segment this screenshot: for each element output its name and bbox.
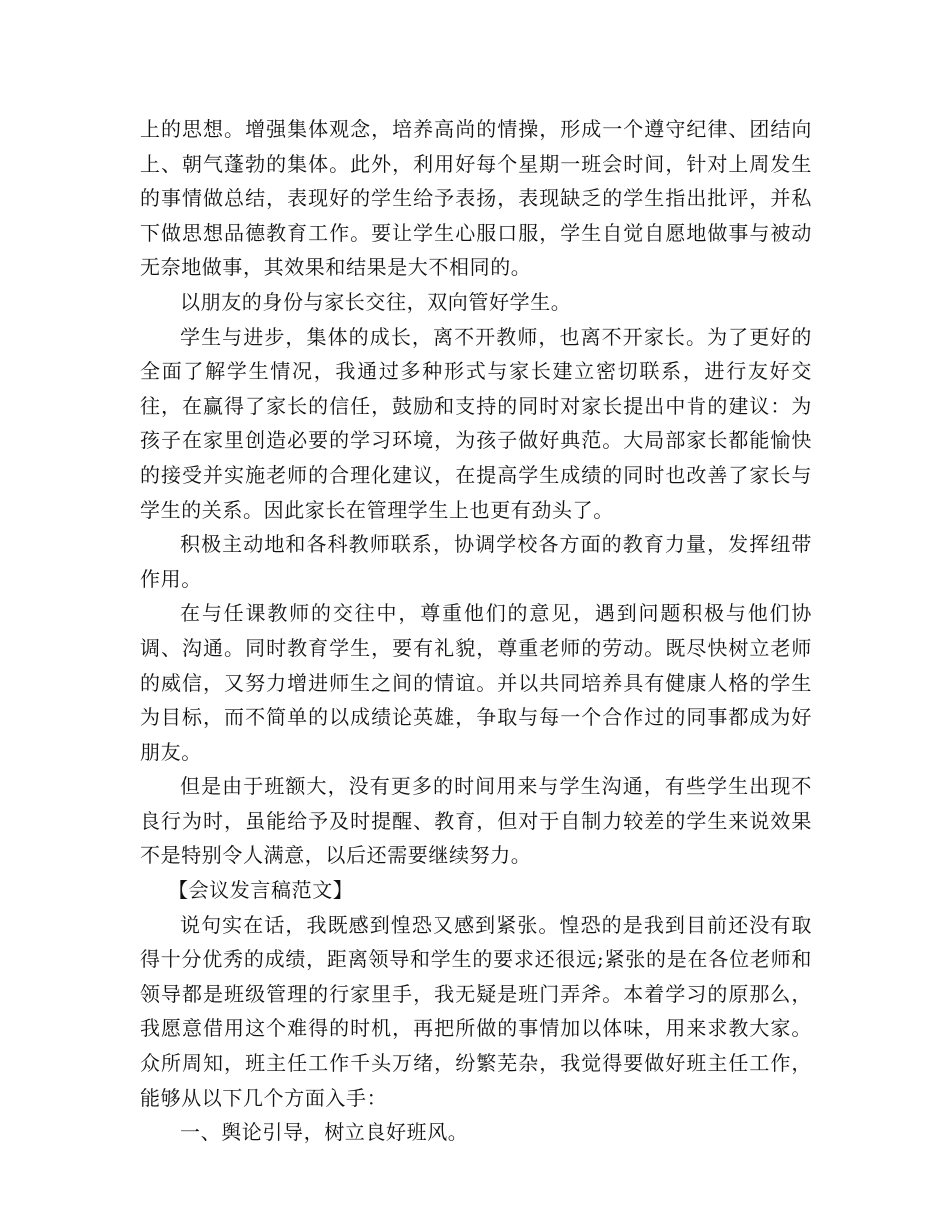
paragraph-point-one: 一、舆论引导，树立良好班风。 [180, 1120, 469, 1145]
paragraph-shortcomings: 但是由于班额大，没有更多的时间用来与学生沟通，有些学生出现不良行为时，虽能给予及时提醒、教育，但对于自制力较差的学生来说效果不是特别令人满意，以后还需要继续努力。 [140, 774, 812, 868]
paragraph-section-parents: 以朋友的身份与家长交往，双向管好学生。 [180, 289, 572, 314]
paragraph-teachers-detail: 在与任课教师的交往中，尊重他们的意见，遇到问题积极与他们协调、沟通。同时教育学生，要有礼貌，尊重老师的劳动。既尽快树立老师的威信，又努力增进师生之间的情谊。并以共同培养具有健康人格的学生为目标，而不简单的以成绩论英雄，争取与每一个合作过的同事都成为好朋友。 [140, 601, 812, 764]
section-heading: 【会议发言稿范文】 [168, 878, 354, 903]
document-body [140, 112, 812, 1150]
paragraph-section-teachers: 积极主动地和各科教师联系，协调学校各方面的教育力量，发挥纽带作用。 [140, 532, 812, 591]
paragraph-speech-intro: 说句实在话，我既感到惶恐又感到紧张。惶恐的是我到目前还没有取得十分优秀的成绩，距离领导和学生的要求还很远;紧张的是在各位老师和领导都是班级管理的行家里手，我无疑是班门弄斧。本着学习的原那么，我愿意借用这个难得的时机，再把所做的事情加以体味，用来求教大家。众所周知，班主任工作千头万绪，纷繁芜杂，我觉得要做好班主任工作，能够从以下几个方面入手： [140, 912, 812, 1110]
paragraph-parents-detail: 学生与进步，集体的成长，离不开教师，也离不开家长。为了更好的全面了解学生情况，我通过多种形式与家长建立密切联系，进行友好交往，在赢得了家长的信任，鼓励和支持的同时对家长提出中肯的建议：为孩子在家里创造必要的学习环境，为孩子做好典范。大局部家长都能愉快的接受并实施老师的合理化建议，在提高学生成绩的同时也改善了家长与学生的关系。因此家长在管理学生上也更有劲头了。 [140, 324, 812, 522]
paragraph-continuation: 上的思想。增强集体观念，培养高尚的情操，形成一个遵守纪律、团结向上、朝气蓬勃的集体。此外，利用好每个星期一班会时间，针对上周发生的事情做总结，表现好的学生给予表扬，表现缺乏的学生指出批评，并私下做思想品德教育工作。要让学生心服口服，学生自觉自愿地做事与被动无奈地做事，其效果和结果是大不相同的。 [140, 117, 812, 280]
